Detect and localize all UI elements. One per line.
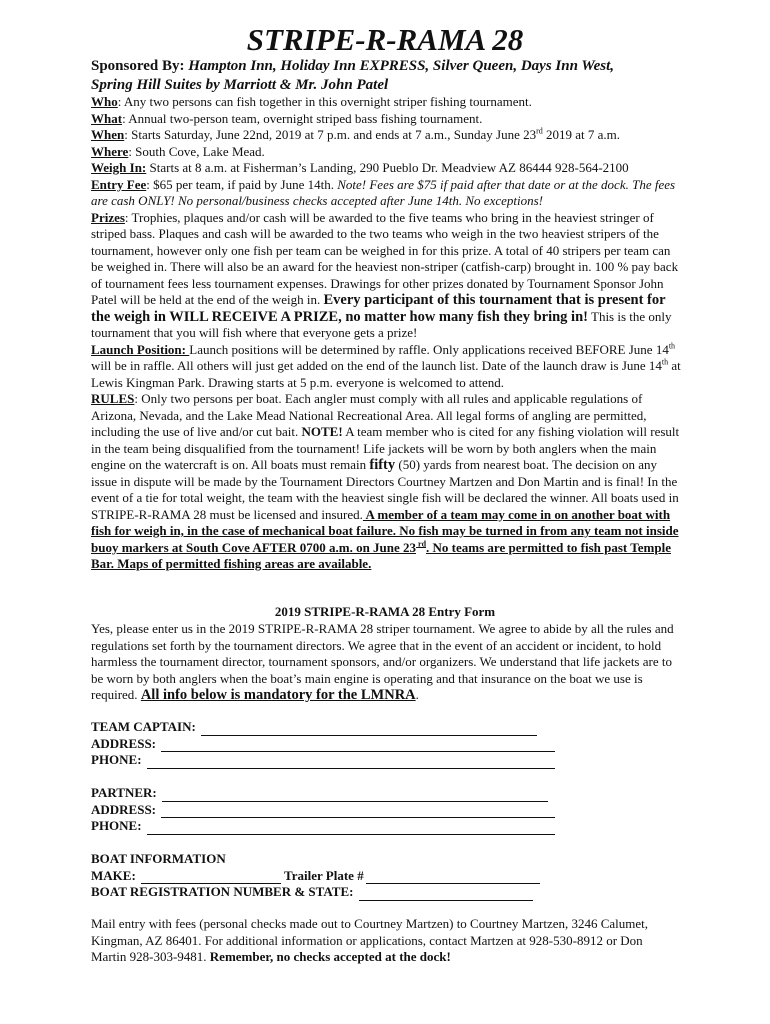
captain-phone-field[interactable] [147,756,555,769]
boat-reg-label: BOAT REGISTRATION NUMBER & STATE: [91,884,357,899]
when-text-b: 2019 at 7 a.m. [542,127,621,142]
launch-sup-2: th [661,357,669,367]
who-paragraph [91,94,681,111]
boat-reg-field[interactable] [359,888,533,901]
mandatory-period: . [415,687,419,702]
what-text: : Annual two-person team, overnight striped bass fishing tournament. [122,110,483,126]
partner-address-field[interactable] [161,805,555,818]
who-text: : Any two persons can fish together in this overnight striper fishing tournament. [117,94,532,109]
partner-row [91,785,691,802]
boat-fields [91,851,691,901]
partner-phone-row [91,818,691,835]
when-text-a: : Starts Saturday, June 22nd, 2019 at 7 p.m. and ends at 7 a.m., Sunday June 23 [124,127,537,142]
trailer-plate-field[interactable] [366,871,540,884]
team-captain-label: TEAM CAPTAIN: [91,719,200,734]
mail-text: Mail entry with fees (personal checks made out to Courtney Martzen) to Courtney Martzen, 3246 Calumet, Kingman, AZ 86401. For additional information or applications, contact Martzen at 928-530-8912 or Don Martin 928-303-9481. [91,916,649,964]
partner-phone-label: PHONE: [91,818,145,833]
entry-fee-note: Note! Fees are $75 if paid after that date or at the dock. The fees are cash ONLY! No personal/business checks accepted after June 14th. No exceptions! [91,176,676,208]
entry-fee-label: Entry Fee [91,176,147,192]
partner-phone-field[interactable] [147,822,555,835]
rules-text-a: : Only two persons per boat. Each angler must comply with all rules and applicable regulations of Arizona, Nevada, and the Lake Mead National Recreational Area. All legal forms of angling are permitted, including the use of live and/or cut bait. [91,391,647,439]
captain-address-label: ADDRESS: [91,735,160,751]
page-title: STRIPE-R-RAMA 28 [246,22,524,57]
launch-sup-1: th [668,341,676,351]
trailer-plate-label: Trailer Plate # [281,867,364,883]
launch-paragraph [91,342,681,392]
prizes-paragraph [91,210,681,342]
rules-bold-a: A member of a team may come in on another boat with fish for weigh in, in the case of mechanical boat failure. No fish may be turned in from any team not inside buoy markers at South Cove AFTER 0700 a.m. on June 23 [91,506,679,555]
who-label: Who [91,94,118,109]
prizes-bold: Every participant of this tournament that is present for the weigh in WILL RECEIVE A PRIZE, no matter how many fish they bring in! [91,292,666,325]
sponsor-line [91,57,691,95]
partner-address-row [91,802,691,819]
mail-instructions [91,916,681,966]
weigh-in-paragraph [91,160,681,177]
rules-text-c: (50) yards from nearest boat. The decision on any issue in dispute will be made by the Tournament Directors Courtney Martzen and Don Martin and is final! In the event of a tie for total weight, the team with the heaviest single fish will be declared the winner. All boats used in STRIPE-R-RAMA 28 must be licensed and insured. [91,457,679,522]
captain-fields [91,719,691,769]
prizes-label: Prizes [91,209,125,225]
rules-label: RULES [91,391,135,406]
entry-form-title: 2019 STRIPE-R-RAMA 28 Entry Form [274,604,496,619]
captain-address-row [91,736,691,753]
rules-sup: rd [416,539,427,549]
prizes-text: : Trophies, plaques and/or cash will be awarded to the five teams who bring in the heaviest stringer of striped bass. Plaques and cash will be awarded to the two teams who weigh in the two heaviest stripers of the tournament, however only one fish per team can be weighed in for this prize. A total of 40 stripers per team can be weighed in. There will also be an award for the heaviest non-striper (catfish-carp) brought in. 100 % pay back of tournament fees less tournament expenses. Drawings for other prizes donated by Tournament Sponsor John Patel will be held at the end of the weigh in. [91,209,679,307]
weigh-in-text: Starts at 8 a.m. at Fisherman’s Landing, 290 Pueblo Dr. Meadview AZ 86444 928-564-2100 [146,160,629,175]
captain-phone-row [91,752,691,769]
make-label: MAKE: [91,867,140,883]
boat-info-heading-row [91,851,691,868]
when-paragraph [91,127,681,144]
entry-form-intro-text: Yes, please enter us in the 2019 STRIPE-R-RAMA 28 striper tournament. We agree to abide by all the rules and regulations set forth by the tournament directors. We agree that in the event of an accident or incident, to hold harmless the tournament director, tournament sponsors, and/or organizers. We understand that life jackets are to be worn by both anglers when the boat’s main engine is operating and that insurance on the boat we use is required. [91,621,674,702]
captain-phone-label: PHONE: [91,752,145,767]
launch-label: Launch Position: [91,341,190,357]
prizes-tail: This is the only tournament that you will fish where that everyone gets a prize! [91,308,672,340]
sponsor-label: Sponsored By: [91,58,185,74]
where-paragraph [91,144,681,161]
mail-bold: Remember, no checks accepted at the dock! [209,949,451,964]
weigh-in-label: Weigh In: [91,160,147,175]
partner-fields [91,785,691,835]
make-row [91,868,691,885]
rules-fifty: fifty [369,457,396,473]
when-sup: rd [536,126,543,136]
entry-form-intro [91,621,681,704]
partner-address-label: ADDRESS: [91,801,160,817]
boat-info-heading: BOAT INFORMATION [91,851,226,866]
launch-text-a: Launch positions will be determined by raffle. Only applications received BEFORE June 14 [189,341,669,357]
make-field[interactable] [141,871,281,884]
what-paragraph [91,111,681,128]
boat-reg-row [91,884,691,901]
rules-text-b: A team member who is cited for any fishing violation will result in the team being disqualified from the tournament! Life jackets will be worn by both anglers when the main engine on the watercraft is on. All boats must remain [91,424,680,472]
launch-text-c: at Lewis Kingman Park. Drawing starts at 5 p.m. everyone is welcomed to attend. [91,358,681,390]
partner-label: PARTNER: [91,785,160,800]
where-text: : South Cove, Lake Mead. [128,143,265,159]
entry-fee-paragraph [91,177,681,210]
team-captain-field[interactable] [201,723,537,736]
entry-fee-text: : $65 per team, if paid by June 14th. [146,176,338,192]
rules-body [91,94,681,573]
rules-note: NOTE! [301,424,343,439]
mandatory-notice: All info below is mandatory for the LMNRA [140,687,416,703]
sponsor-names-1: Hampton Inn, Holiday Inn EXPRESS, Silver Queen, Days Inn West, [184,58,615,74]
what-label: What [91,110,123,126]
captain-address-field[interactable] [161,739,555,752]
launch-text-b: will be in raffle. All others will just get added on the end of the launch list. Date of the launch draw is June 14 [91,358,662,373]
sponsor-names-2: Spring Hill Suites by Marriott & Mr. John Patel [91,77,389,93]
rules-paragraph [91,391,681,573]
where-label: Where [91,143,129,159]
when-label: When [91,127,125,142]
rules-bold-b: . No teams are permitted to fish past Temple Bar. Maps of permitted fishing areas are available. [91,539,671,571]
partner-field[interactable] [162,789,548,802]
team-captain-row [91,719,691,736]
